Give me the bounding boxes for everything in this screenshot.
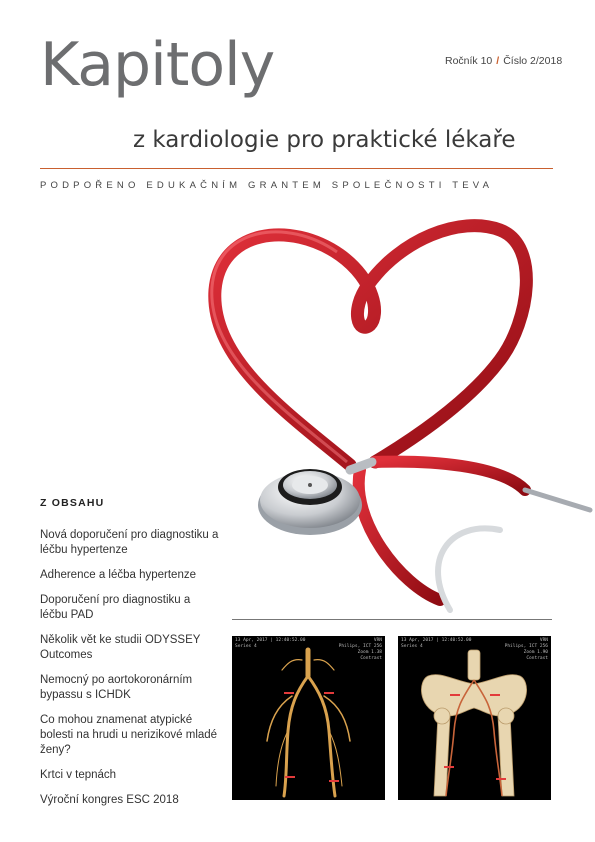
ct-angiography-image-1	[232, 636, 385, 800]
toc-item: Adherence a léčba hypertenze	[40, 569, 196, 581]
toc-item: Několik vět ke studii ODYSSEY Outcomes	[40, 634, 201, 661]
scan-meta-device: Philips, ICT 256	[504, 644, 548, 649]
toc-heading: Z OBSAHU	[40, 497, 105, 509]
scan-meta-device: Philips, ICT 256	[338, 644, 382, 649]
scan-meta-zoom: Zoom 1.90	[523, 650, 548, 655]
ct-angiography-image-2	[398, 636, 551, 800]
toc-item: Doporučení pro diagnostiku a léčbu PAD	[40, 594, 191, 621]
toc-list	[40, 528, 220, 818]
scan-meta-date: 13 Apr, 2017 | 12:40:52.00	[235, 638, 306, 643]
scan-meta-series: Series 4	[235, 644, 257, 649]
toc-item: Výroční kongres ESC 2018	[40, 794, 179, 806]
grant-note: PODPOŘENO EDUKAČNÍM GRANTEM SPOLEČNOSTI TEVA	[40, 180, 494, 191]
magazine-title: Kapitoly	[40, 30, 275, 100]
scan-meta-mode: VRN	[373, 638, 382, 643]
header-divider	[40, 168, 553, 169]
toc-item: Nemocný po aortokoronárním bypassu s ICHDK	[40, 674, 193, 701]
scan-meta-zoom: Zoom 1.38	[357, 650, 382, 655]
image-divider	[232, 619, 552, 620]
volume-label: Ročník 10	[445, 55, 493, 67]
scan-meta-contrast: Contrast	[526, 656, 548, 661]
scan-meta-date: 13 Apr, 2017 | 12:40:52.00	[401, 638, 472, 643]
toc-item: Co mohou znamenat atypické bolesti na hrudi u nerizikové mladé ženy?	[40, 714, 218, 756]
issue-separator: /	[496, 55, 500, 67]
scan-meta-mode: VRN	[539, 638, 548, 643]
scan-meta-series: Series 4	[401, 644, 423, 649]
magazine-subtitle: z kardiologie pro praktické lékaře	[133, 127, 516, 153]
issue-number: Číslo 2/2018	[503, 55, 563, 67]
scan-meta-contrast: Contrast	[360, 656, 382, 661]
toc-item: Nová doporučení pro diagnostiku a léčbu hypertenze	[40, 529, 219, 556]
stethoscope-heart-image	[200, 200, 595, 620]
toc-item: Krtci v tepnách	[40, 769, 117, 781]
issue-info	[445, 55, 562, 67]
